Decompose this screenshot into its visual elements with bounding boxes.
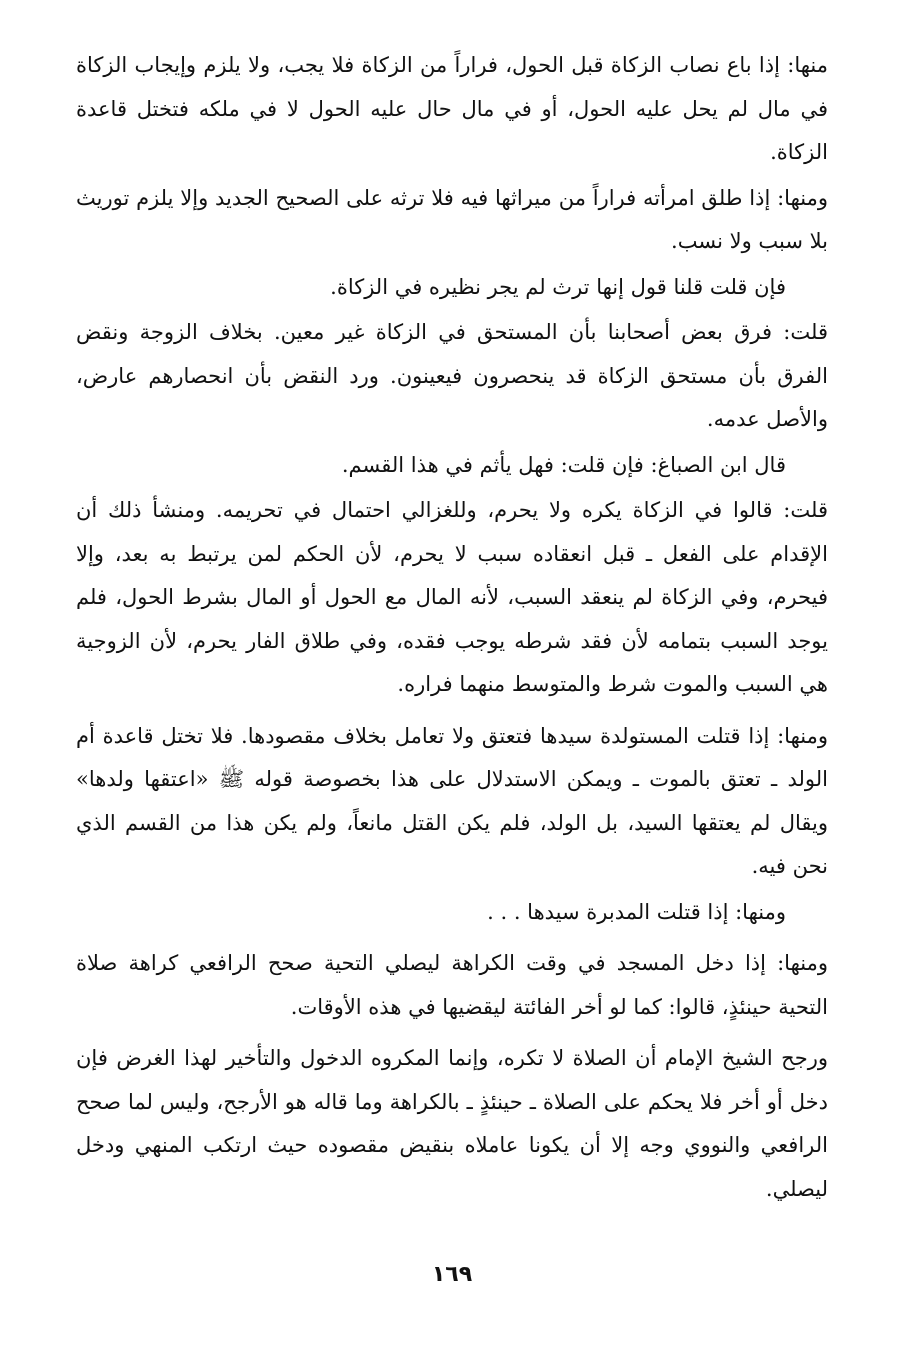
page-body	[76, 44, 828, 1213]
paragraph-reply-difference: قلت: فرق بعض أصحابنا بأن المستحق في الزكاة غير معين. بخلاف الزوجة ونقض الفرق بأن مستحق الزكاة قد ينحصرون فيعينون. ورد النقض بأن انحصارهم عارض، والأصل عدمه.	[76, 320, 828, 431]
paragraph-mustawlada: ومنها: إذا قتلت المستولدة سيدها فتعتق ولا تعامل بخلاف مقصودها. فلا تختل قاعدة أم الولد ـ تعتق بالموت ـ ويمكن الاستدلال على هذا بخصوصة قوله ﷺ «اعتقها ولدها» ويقال لم يعتقها السيد، بل الولد، فلم يكن القتل مانعاً، ولم يكن هذا من القسم الذي نحن فيه.	[76, 723, 828, 878]
page-number: ١٦٩	[431, 1262, 473, 1287]
paragraph-objection: فإن قلت قلنا قول إنها ترث لم يجر نظيره في الزكاة.	[330, 274, 786, 299]
paragraph-sheikh-imam: ورجح الشيخ الإمام أن الصلاة لا تكره، وإنما المكروه الدخول والتأخير لهذا الغرض فإن دخل أو أخر فلا يحكم على الصلاة ـ حينئذٍ ـ بالكراهة وما قاله هو الأرجح، وليس لما صحح الرافعي والنووي وجه إلا أن يكونا عاملاه بنقيض مقصوده حيث ارتكب المنهي ودخل ليصلي.	[76, 1046, 828, 1201]
paragraph-zakat-sale: منها: إذا باع نصاب الزكاة قبل الحول، فراراً من الزكاة فلا يجب، ولا يلزم وإيجاب الزكاة في مال لم يحل عليه الحول، أو في مال حال عليه الحول لا في ملكه فتختل قاعدة الزكاة.	[76, 53, 828, 164]
paragraph-sin-ruling: قلت: قالوا في الزكاة يكره ولا يحرم، وللغزالي احتمال في تحريمه. ومنشأ ذلك أن الإقدام على الفعل ـ قبل انعقاده سبب لا يحرم، لأن الحكم لمن يرتبط به بعد، وإلا فيحرم، وفي الزكاة لم ينعقد السبب، لأنه المال مع الحول أو المال بشرط الحول، فلم يوجد السبب بتمامه لأن فقد شرطه يوجب فقده، وفي طلاق الفار يحرم، لأن الزوجية هي السبب والموت شرط والمتوسط منهما فراره.	[76, 498, 828, 696]
paragraph-ibn-sabbagh: قال ابن الصباغ: فإن قلت: فهل يأثم في هذا القسم.	[341, 452, 786, 477]
paragraph-mosque-prayer: ومنها: إذا دخل المسجد في وقت الكراهة ليصلي التحية صحح الرافعي كراهة صلاة التحية حينئذٍ، قالوا: كما لو أخر الفائتة ليقضيها في هذه الأوقات.	[76, 951, 828, 1019]
paragraph-mudabbara: ومنها: إذا قتلت المدبرة سيدها . . .	[487, 899, 786, 924]
paragraph-divorce-inheritance: ومنها: إذا طلق امرأته فراراً من ميراثها فيه فلا ترثه على الصحيح الجديد وإلا يلزم توريث بلا سبب ولا نسب.	[76, 185, 828, 253]
